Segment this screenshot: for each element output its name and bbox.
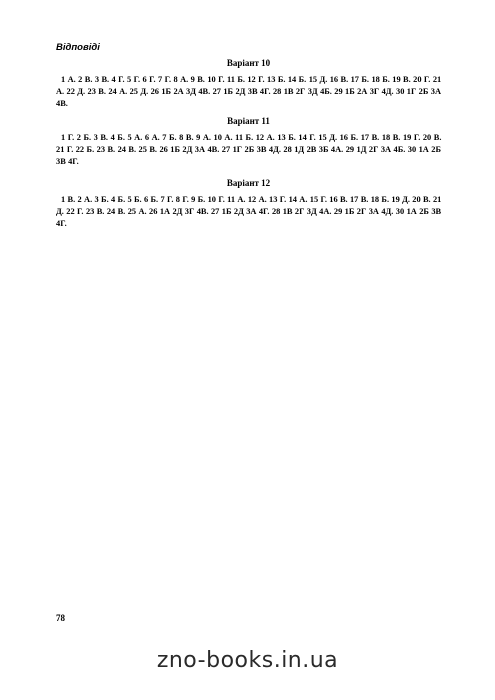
answer-value: Д. <box>140 87 149 96</box>
answer-value: 1Г 2Б 3В 4Д. <box>232 145 281 154</box>
answer-item <box>235 133 253 142</box>
answer-value: В. <box>185 133 194 142</box>
question-number: 10 <box>213 133 222 142</box>
answer-value: В. <box>422 195 431 204</box>
answer-item <box>128 195 142 204</box>
question-number: 8 <box>173 75 178 84</box>
variant-12-title: Варіант 12 <box>226 178 271 188</box>
answer-item <box>298 133 315 142</box>
question-number: 29 <box>334 87 343 96</box>
question-number: 1 <box>61 133 66 142</box>
question-number: 14 <box>288 195 297 204</box>
answer-item <box>78 75 92 84</box>
answer-item <box>158 75 171 84</box>
answer-value: В. <box>360 195 369 204</box>
answer-item <box>66 207 83 216</box>
question-number: 4 <box>111 195 116 204</box>
answer-value: А. <box>266 133 275 142</box>
answer-item <box>196 133 211 142</box>
answer-value: А. <box>224 133 233 142</box>
answer-item <box>346 145 406 154</box>
answer-item <box>288 75 306 84</box>
answer-value: Д. <box>56 207 64 216</box>
answer-value: 1Д 2Г 3А 4Б. <box>356 145 406 154</box>
answer-item <box>130 87 149 96</box>
question-number: 11 <box>235 133 244 142</box>
question-number: 22 <box>66 87 75 96</box>
answer-value: А. <box>67 75 76 84</box>
answer-item <box>334 87 393 96</box>
answer-value: Б. <box>197 195 206 204</box>
question-number: 6 <box>144 133 150 142</box>
question-number: 27 <box>210 207 220 216</box>
question-number: 24 <box>117 145 126 154</box>
question-number: 18 <box>371 75 380 84</box>
question-number: 19 <box>402 133 412 142</box>
question-number: 20 <box>412 195 421 204</box>
answer-value: Г. <box>66 145 74 154</box>
answer-item <box>95 75 109 84</box>
question-number: 7 <box>160 195 165 204</box>
answer-value: Г. <box>133 75 141 84</box>
answer-item <box>160 195 173 204</box>
answer-item <box>111 195 125 204</box>
answer-item <box>213 87 271 96</box>
question-number: 6 <box>142 75 147 84</box>
question-number: 9 <box>190 75 195 84</box>
answer-value: Г. <box>413 133 421 142</box>
answer-item <box>107 207 125 216</box>
question-number: 21 <box>432 195 442 204</box>
answer-item <box>145 133 160 142</box>
question-number: 17 <box>350 75 359 84</box>
answer-item <box>208 195 225 204</box>
answer-value: В. <box>98 87 106 96</box>
answer-value: Б. <box>134 195 142 204</box>
answer-value: В. <box>96 207 105 216</box>
answer-item <box>112 75 125 84</box>
watermark: zno-books.in.ua <box>156 648 339 673</box>
question-number: 15 <box>309 195 319 204</box>
answer-item <box>88 87 106 96</box>
answer-item <box>56 145 73 154</box>
question-number: 26 <box>149 207 158 216</box>
answer-item <box>95 195 109 204</box>
answer-value: Г. <box>67 133 75 142</box>
answer-item <box>267 75 285 84</box>
answer-item <box>412 195 430 204</box>
question-number: 27 <box>221 145 231 154</box>
answer-item <box>173 75 188 84</box>
answer-item <box>61 133 74 142</box>
answer-item <box>256 133 275 142</box>
question-number: 11 <box>227 195 236 204</box>
question-number: 12 <box>247 75 256 84</box>
answer-item <box>76 145 94 154</box>
answer-value: 1В 2Г 3Д 4Б. <box>283 87 332 96</box>
question-number: 27 <box>212 87 221 96</box>
answer-item <box>330 75 348 84</box>
answer-item <box>227 195 245 204</box>
answer-item <box>179 133 193 142</box>
answer-value: Г. <box>182 195 189 204</box>
question-number: 20 <box>422 133 432 142</box>
question-number: 5 <box>127 195 132 204</box>
answer-item <box>176 195 189 204</box>
answer-value: В. <box>403 75 411 84</box>
answer-value: Г. <box>309 133 316 142</box>
answer-item <box>309 75 328 84</box>
answer-value: Г. <box>423 75 431 84</box>
question-number: 10 <box>207 75 216 84</box>
question-number: 11 <box>226 75 235 84</box>
question-number: 15 <box>308 75 318 84</box>
question-number: 19 <box>391 195 400 204</box>
question-number: 18 <box>370 195 380 204</box>
answer-value: Б. <box>245 133 254 142</box>
question-number: 4 <box>111 75 116 84</box>
question-number: 12 <box>247 195 257 204</box>
answer-item <box>151 87 211 96</box>
answer-value: А. <box>258 195 267 204</box>
answer-value: Б. <box>86 145 95 154</box>
answer-value: Б. <box>298 75 307 84</box>
answer-value: Б. <box>350 133 359 142</box>
answer-value: В. <box>371 133 380 142</box>
answer-value: 1А 2Б 3В 4Г. <box>56 207 442 228</box>
answer-item <box>86 207 104 216</box>
question-number: 26 <box>159 145 168 154</box>
answer-item <box>289 195 308 204</box>
answer-value: В. <box>339 195 348 204</box>
answer-value: 1Б 2Д 3А 4В. <box>170 145 220 154</box>
answer-item <box>162 133 176 142</box>
answer-value: Б. <box>117 133 125 142</box>
variant-10-section <box>56 58 441 110</box>
question-number: 8 <box>175 195 180 204</box>
answer-value: В. <box>117 207 126 216</box>
variant-12-answers <box>56 194 441 230</box>
question-number: 28 <box>283 145 292 154</box>
answer-item <box>310 195 327 204</box>
question-number: 2 <box>76 133 81 142</box>
question-number: 9 <box>196 133 201 142</box>
answer-item <box>248 195 267 204</box>
question-number: 23 <box>85 207 95 216</box>
answer-value: 1Д 2В 3Б 4А. <box>294 145 344 154</box>
answer-item <box>111 133 125 142</box>
answer-item <box>423 133 442 142</box>
question-number: 23 <box>96 145 105 154</box>
answer-item <box>143 75 156 84</box>
answer-value: 1Б 2Д 3А 4Г. <box>221 207 270 216</box>
answer-item <box>392 75 410 84</box>
answer-value: В. <box>101 75 110 84</box>
answer-value: А. <box>56 87 65 96</box>
variant-10-answers <box>56 74 441 110</box>
answer-value: В. <box>392 133 401 142</box>
question-number: 1 <box>61 195 66 204</box>
answer-item <box>350 195 368 204</box>
answer-value: В. <box>340 75 349 84</box>
question-number: 16 <box>339 133 348 142</box>
answer-value: А. <box>119 87 128 96</box>
answer-value: Б. <box>237 75 245 84</box>
question-number: 22 <box>75 145 85 154</box>
answer-item <box>277 133 296 142</box>
question-number: 5 <box>127 133 132 142</box>
question-number: 30 <box>407 145 417 154</box>
answer-value: Б. <box>168 133 177 142</box>
answer-value: Б. <box>101 195 109 204</box>
question-number: 16 <box>329 195 338 204</box>
answer-value: В. <box>433 133 442 142</box>
answer-value: А. <box>299 195 308 204</box>
answer-value: А. <box>202 133 211 142</box>
answer-value: А. <box>180 75 189 84</box>
answer-item <box>382 133 401 142</box>
question-number: 17 <box>360 133 370 142</box>
answer-item <box>371 75 389 84</box>
question-number: 25 <box>138 145 147 154</box>
answer-item <box>283 145 343 154</box>
question-number: 8 <box>179 133 184 142</box>
question-number: 6 <box>143 195 149 204</box>
answer-value: Д. <box>329 133 338 142</box>
answer-value: А. <box>138 207 147 216</box>
answer-value: Б. <box>83 133 92 142</box>
answer-value: 1В 2Г 3Д 4А. <box>282 207 332 216</box>
answer-value: Г. <box>320 195 327 204</box>
question-number: 21 <box>56 145 65 154</box>
page-number: 78 <box>56 613 65 623</box>
answer-item <box>128 207 147 216</box>
answer-item <box>211 207 270 216</box>
question-number: 2 <box>78 75 83 84</box>
question-number: 25 <box>129 87 138 96</box>
question-number: 24 <box>106 207 116 216</box>
answer-value: Б. <box>150 195 159 204</box>
answer-item <box>413 75 430 84</box>
answer-item <box>78 195 93 204</box>
answer-value: Б. <box>361 75 370 84</box>
answer-value: В. <box>107 145 116 154</box>
answer-item <box>139 145 158 154</box>
question-number: 7 <box>162 133 167 142</box>
question-number: 2 <box>77 195 82 204</box>
answer-item <box>222 145 281 154</box>
answer-value: Г. <box>218 75 225 84</box>
question-number: 3 <box>93 133 98 142</box>
question-number: 4 <box>110 133 115 142</box>
answer-value: Г. <box>149 75 156 84</box>
answer-item <box>67 87 86 96</box>
answer-item <box>403 133 420 142</box>
question-number: 13 <box>277 133 286 142</box>
answer-value: 1Г 2Б 3А 4В. <box>56 87 441 108</box>
answer-item <box>361 133 380 142</box>
question-number: 18 <box>381 133 391 142</box>
answer-item <box>97 145 116 154</box>
answer-item <box>118 145 137 154</box>
answer-value: 1Б 2А 3Г 4Д. <box>345 87 394 96</box>
answer-value: А. <box>84 195 93 204</box>
answer-value: В. <box>149 145 157 154</box>
question-number: 17 <box>349 195 359 204</box>
section-header: Відповіді <box>56 42 100 53</box>
question-number: 15 <box>318 133 327 142</box>
answer-value: Д. <box>402 195 410 204</box>
question-number: 9 <box>191 195 196 204</box>
answer-item <box>391 195 410 204</box>
answer-value: В. <box>197 75 205 84</box>
question-number: 21 <box>432 75 442 84</box>
question-number: 19 <box>392 75 401 84</box>
question-number: 1 <box>61 75 66 84</box>
question-number: 20 <box>413 75 422 84</box>
question-number: 29 <box>345 145 355 154</box>
answer-item <box>149 207 209 216</box>
answer-value: Б. <box>277 75 286 84</box>
answer-value: 1Б 2Д 3В 4Г. <box>223 87 271 96</box>
variant-11-answers <box>56 132 441 168</box>
answer-item <box>247 75 264 84</box>
answer-item <box>191 195 205 204</box>
variant-11-section <box>56 116 441 168</box>
answer-value: Г. <box>218 195 225 204</box>
answer-item <box>272 207 332 216</box>
answer-item <box>144 195 158 204</box>
answer-value: Г. <box>279 195 287 204</box>
question-number: 10 <box>207 195 216 204</box>
question-number: 29 <box>333 207 343 216</box>
answer-item <box>94 133 108 142</box>
answer-value: Б. <box>381 195 390 204</box>
answer-item <box>127 75 140 84</box>
answer-item <box>159 145 219 154</box>
answer-value: Г. <box>164 75 172 84</box>
answer-item <box>351 75 369 84</box>
answer-value: В. <box>100 133 109 142</box>
question-number: 3 <box>94 195 99 204</box>
answer-value: Г. <box>77 207 84 216</box>
answer-value: 1А 2Д 3Г 4В. <box>159 207 209 216</box>
answer-item <box>61 75 76 84</box>
answer-value: Б. <box>117 195 126 204</box>
question-number: 3 <box>94 75 100 84</box>
question-number: 23 <box>87 87 96 96</box>
question-number: 30 <box>396 87 405 96</box>
answer-item <box>318 133 337 142</box>
answer-item <box>340 133 359 142</box>
question-number: 13 <box>269 195 278 204</box>
answer-value: Д. <box>77 87 86 96</box>
answer-value: 1Б 2Г 3А 4Д. <box>344 207 394 216</box>
question-number: 25 <box>127 207 137 216</box>
question-number: 5 <box>127 75 132 84</box>
question-number: 14 <box>298 133 307 142</box>
variant-11-title: Варіант 11 <box>227 116 270 126</box>
answer-value: Г. <box>258 75 265 84</box>
answer-item <box>371 195 389 204</box>
answer-value: Б. <box>382 75 390 84</box>
question-number: 7 <box>157 75 163 84</box>
answer-item <box>269 195 286 204</box>
answer-item <box>127 133 142 142</box>
answer-value: Г. <box>118 75 125 84</box>
answer-value: В. <box>84 75 93 84</box>
question-number: 28 <box>272 87 282 96</box>
answer-item <box>334 207 394 216</box>
answer-value: А. <box>134 133 143 142</box>
question-number: 12 <box>255 133 265 142</box>
variant-10-title: Варіант 10 <box>226 58 271 68</box>
answer-item <box>77 133 91 142</box>
question-number: 28 <box>271 207 281 216</box>
answer-value: Б. <box>288 133 296 142</box>
answer-value: 1Б 2А 3Д 4В. <box>161 87 211 96</box>
answer-value: Д. <box>319 75 328 84</box>
question-number: 13 <box>267 75 276 84</box>
answer-item <box>207 75 224 84</box>
answer-item <box>191 75 205 84</box>
answer-item <box>214 133 233 142</box>
question-number: 24 <box>108 87 117 96</box>
answer-item <box>273 87 332 96</box>
variant-12-section <box>56 178 441 230</box>
answer-item <box>329 195 347 204</box>
answer-value: В. <box>128 145 137 154</box>
answer-item <box>61 195 75 204</box>
answer-value: Г. <box>166 195 174 204</box>
answer-value: А. <box>151 133 160 142</box>
question-number: 14 <box>287 75 297 84</box>
answer-value: А. <box>237 195 246 204</box>
question-number: 30 <box>395 207 405 216</box>
answer-item <box>227 75 245 84</box>
answer-item <box>108 87 127 96</box>
question-number: 22 <box>66 207 75 216</box>
question-number: 26 <box>150 87 159 96</box>
answer-value: В. <box>67 195 76 204</box>
answer-value: 1А 2Б 3В 4Г. <box>56 145 441 166</box>
question-number: 16 <box>329 75 339 84</box>
